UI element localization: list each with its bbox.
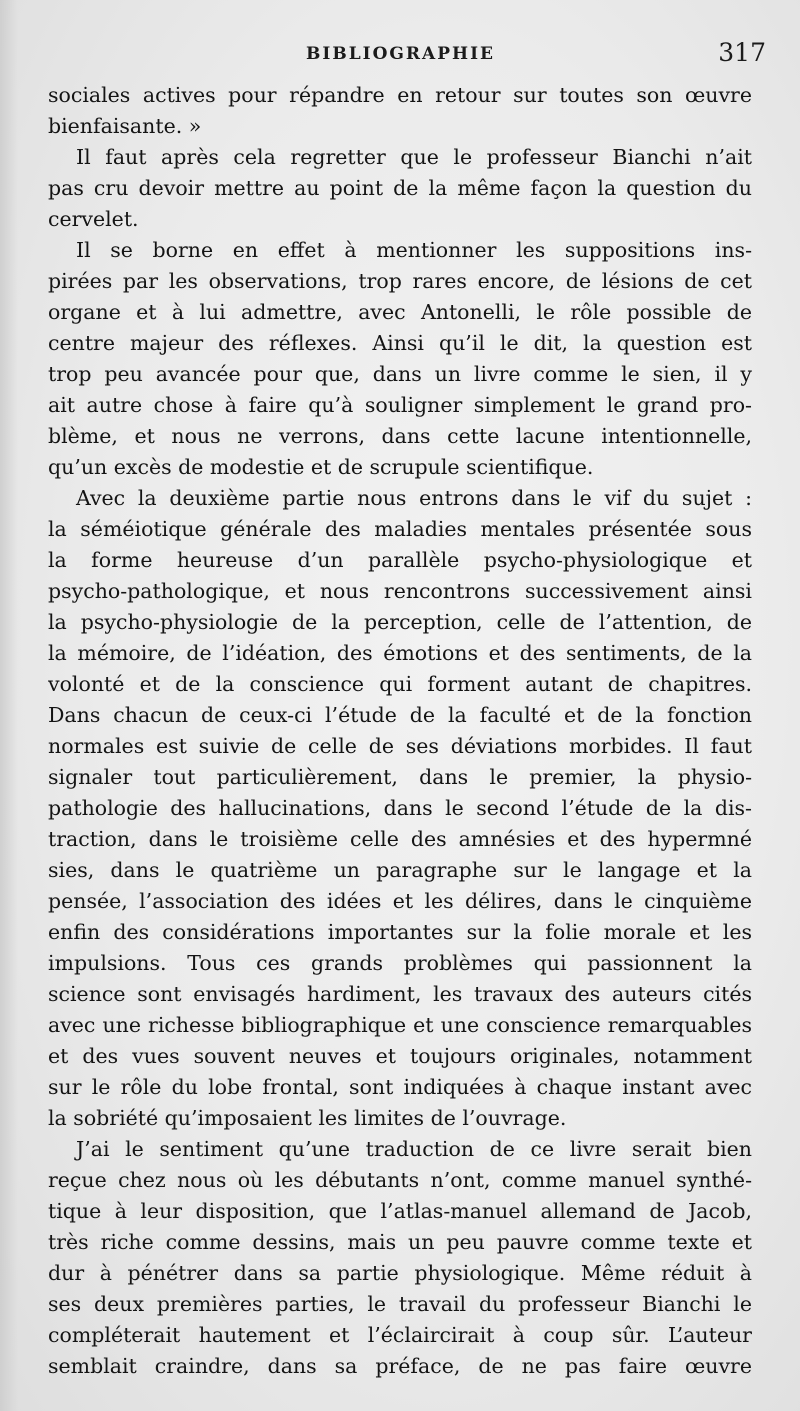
text-line: Il se borne en effet à mentionner les suppositions ins- xyxy=(76,238,752,262)
text-line: compléterait hautement et l’éclaircirait à coup sûr. L’auteur xyxy=(48,1323,752,1347)
body-text xyxy=(48,80,752,1382)
text-line: volonté et de la conscience qui forment autant de chapitres. xyxy=(48,672,752,696)
text-line: enfin des considérations importantes sur la folie morale et les xyxy=(48,920,752,944)
text-line: Dans chacun de ceux-ci l’étude de la faculté et de la fonction xyxy=(48,703,752,727)
text-line: normales est suivie de celle de ses déviations morbides. Il faut xyxy=(48,734,752,758)
text-line: tique à leur disposition, que l’atlas-manuel allemand de Jacob, xyxy=(48,1199,752,1223)
text-line: signaler tout particulièrement, dans le premier, la physio- xyxy=(48,765,752,789)
text-line: la séméiotique générale des maladies mentales présentée sous xyxy=(48,517,752,541)
running-title: BIBLIOGRAPHIE xyxy=(306,44,495,64)
text-line: sies, dans le quatrième un paragraphe sur le langage et la xyxy=(48,858,752,882)
text-line: ait autre chose à faire qu’à souligner simplement le grand pro- xyxy=(48,393,752,417)
text-line: organe et à lui admettre, avec Antonelli, le rôle possible de xyxy=(48,300,752,324)
text-line: la forme heureuse d’un parallèle psycho-physiologique et xyxy=(48,548,752,572)
text-line: pirées par les observations, trop rares encore, de lésions de cet xyxy=(48,269,752,293)
text-line: cervelet. xyxy=(48,207,139,231)
text-line: la mémoire, de l’idéation, des émotions et des sentiments, de la xyxy=(48,641,752,665)
text-line: bienfaisante. » xyxy=(48,114,202,138)
text-line: Il faut après cela regretter que le professeur Bianchi n’ait xyxy=(76,145,752,169)
text-line: impulsions. Tous ces grands problèmes qui passionnent la xyxy=(48,951,752,975)
page-number: 317 xyxy=(718,38,766,67)
text-line: dur à pénétrer dans sa partie physiologique. Même réduit à xyxy=(48,1261,752,1285)
text-line: qu’un excès de modestie et de scrupule scientifique. xyxy=(48,455,594,479)
text-line: la sobriété qu’imposaient les limites de l’ouvrage. xyxy=(48,1106,567,1130)
text-line: semblait craindre, dans sa préface, de ne pas faire œuvre xyxy=(48,1354,752,1378)
text-line: psycho-pathologique, et nous rencontrons successivement ainsi xyxy=(48,579,752,603)
text-line: la psycho-physiologie de la perception, celle de l’attention, de xyxy=(48,610,752,634)
text-line: J’ai le sentiment qu’une traduction de ce livre serait bien xyxy=(76,1137,752,1161)
text-line: très riche comme dessins, mais un peu pauvre comme texte et xyxy=(48,1230,752,1254)
text-line: pas cru devoir mettre au point de la même façon la question du xyxy=(48,176,752,200)
text-line: sociales actives pour répandre en retour sur toutes son œuvre xyxy=(48,83,752,107)
text-line: blème, et nous ne verrons, dans cette lacune intentionnelle, xyxy=(48,424,752,448)
text-line: reçue chez nous où les débutants n’ont, comme manuel synthé- xyxy=(48,1168,752,1192)
text-line: avec une richesse bibliographique et une conscience remarquables xyxy=(48,1013,752,1037)
text-line: sur le rôle du lobe frontal, sont indiquées à chaque instant avec xyxy=(48,1075,752,1099)
text-line: pensée, l’association des idées et les délires, dans le cinquième xyxy=(48,889,752,913)
text-line: ses deux premières parties, le travail du professeur Bianchi le xyxy=(48,1292,752,1316)
text-line: traction, dans le troisième celle des amnésies et des hypermné xyxy=(48,827,752,851)
text-line: pathologie des hallucinations, dans le second l’étude de la dis- xyxy=(48,796,752,820)
text-line: Avec la deuxième partie nous entrons dans le vif du sujet : xyxy=(76,486,752,510)
text-line: centre majeur des réflexes. Ainsi qu’il le dit, la question est xyxy=(48,331,752,355)
running-head xyxy=(0,38,800,68)
text-line: trop peu avancée pour que, dans un livre comme le sien, il y xyxy=(48,362,752,386)
text-line: et des vues souvent neuves et toujours originales, notamment xyxy=(48,1044,752,1068)
text-line: science sont envisagés hardiment, les travaux des auteurs cités xyxy=(48,982,752,1006)
